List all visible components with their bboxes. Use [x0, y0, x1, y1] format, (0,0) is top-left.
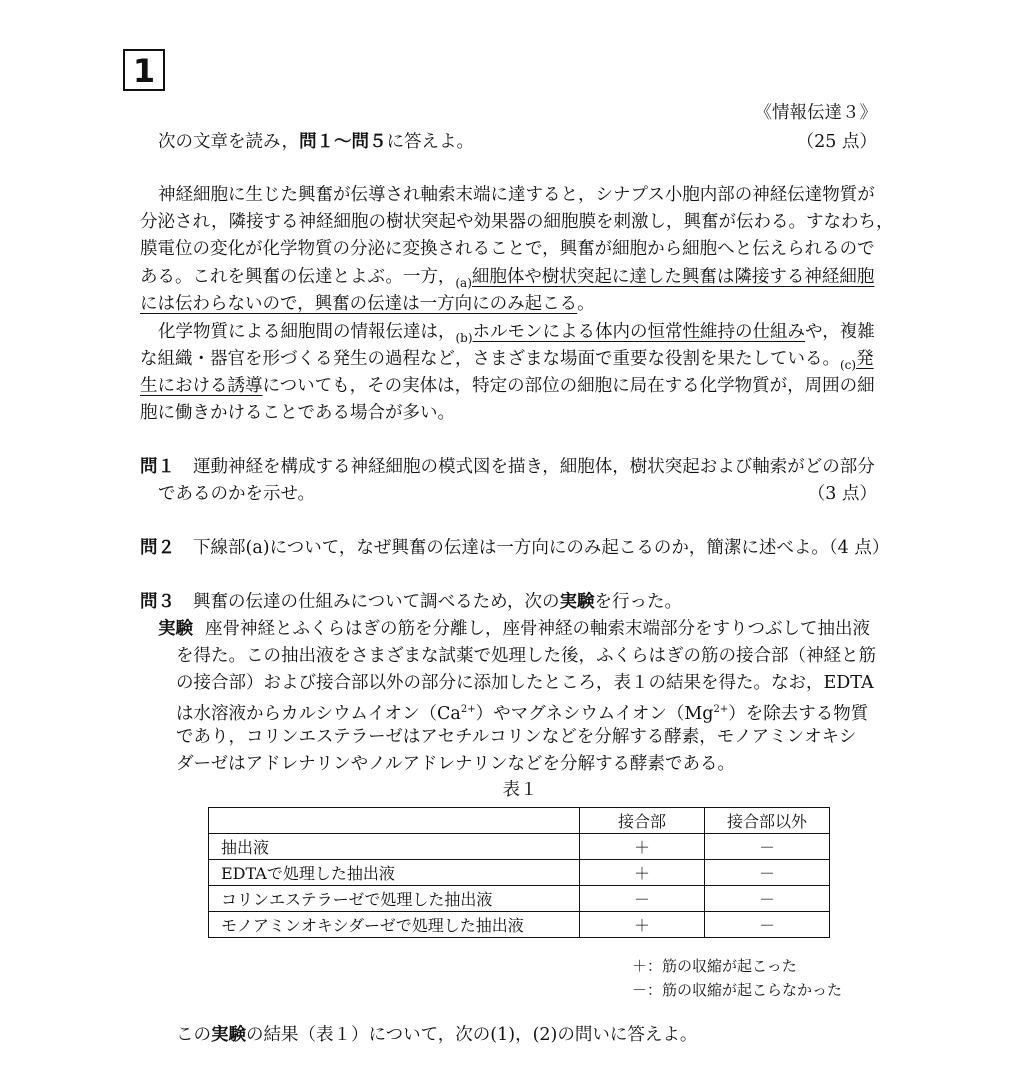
footer-a: この	[176, 1025, 211, 1045]
table-header-cell: 接合部	[580, 808, 705, 834]
experiment-e1: 座骨神経とふくらはぎの筋を分離し，座骨神経の軸索末端部分をすりつぶして抽出液	[205, 619, 870, 639]
table-header-cell: 接合部以外	[705, 808, 830, 834]
table-cell: －	[705, 834, 830, 860]
table-cell: －	[705, 860, 830, 886]
experiment-e4c: ）を除去する物質	[728, 703, 869, 724]
table-header-cell	[209, 808, 580, 834]
table-cell: ＋	[580, 834, 705, 860]
intro-bold: 問１～問５	[299, 132, 387, 152]
passage-line-6	[158, 320, 875, 345]
passage-line-1: 神経細胞に生じた興奮が伝導され軸索末端に達すると，シナプス小胞内部の神経伝達物質が	[158, 185, 875, 205]
table-cell: ＋	[580, 912, 705, 938]
intro-line	[158, 130, 474, 154]
table-cell: ＋	[580, 860, 705, 886]
footer-b: の結果（表１）について，次の(1)，(2)の問いに答えよ。	[246, 1025, 698, 1045]
table-cell: －	[580, 886, 705, 912]
table-row	[209, 886, 830, 912]
table-row	[209, 912, 830, 938]
underline-c-part1: 発	[856, 349, 874, 369]
underline-c-part2: 生における誘導	[140, 376, 263, 396]
q3-bold-word: 実験	[559, 592, 595, 612]
q2-line	[140, 536, 889, 560]
table-caption: 表１	[502, 780, 538, 800]
experiment-e4a: は水溶液からカルシウムイオン（Ca	[176, 703, 461, 724]
q1-label: 問１	[140, 457, 175, 477]
table-row	[209, 834, 830, 860]
table-cell: 抽出液	[209, 834, 580, 860]
passage-l7a: な組織・器官を形づくる発生の過程など，さまざまな場面で重要な役割を果たしている。	[140, 349, 840, 369]
q2-text: 下線部(a)について，なぜ興奮の伝達は一方向にのみ起こるのか，簡潔に述べよ。（4 点）	[193, 538, 890, 558]
passage-line-8	[140, 374, 875, 398]
q3-line	[140, 590, 682, 614]
passage-line-7	[140, 347, 874, 372]
underline-a-part1: 細胞体や樹状突起に達した興奮は隣接する神経細胞	[471, 267, 875, 287]
underline-a-part2: には伝わらないので，興奮の伝達は一方向にのみ起こる	[140, 294, 578, 314]
header-tag: 《情報伝達３》	[754, 103, 877, 123]
footer-bold: 実験	[211, 1025, 246, 1045]
mark-a: (a)	[455, 276, 472, 290]
experiment-line-5: であり，コリンエステラーゼはアセチルコリンなどを分解する酵素，モノアミンオキシ	[176, 727, 857, 747]
passage-l6a: 化学物質による細胞間の情報伝達は，	[158, 322, 456, 342]
passage-line-9: 胞に働きかけることである場合が多い。	[140, 403, 455, 423]
question-number-box: 1	[123, 49, 165, 91]
table-cell: EDTAで処理した抽出液	[209, 860, 580, 886]
intro-suffix: に答えよ。	[386, 132, 475, 152]
passage-l6b: や，複雑	[805, 322, 875, 342]
experiment-label: 実験	[158, 619, 193, 639]
table-row	[209, 860, 830, 886]
q1-text: 運動神経を構成する神経細胞の模式図を描き，細胞体，樹状突起および軸索がどの部分	[193, 457, 875, 477]
q1-line-2: であるのかを示せ。	[158, 484, 315, 504]
passage-line-3: 膜電位の変化が化学物質の分泌に変換されることで，興奮が細胞から細胞へと伝えられるので	[140, 239, 875, 259]
results-table	[208, 807, 830, 938]
table-cell: －	[705, 912, 830, 938]
experiment-line-1	[158, 617, 870, 641]
passage-l4a: ある。これを興奮の伝達とよぶ。一方，	[140, 267, 456, 287]
passage-line-5	[140, 292, 595, 316]
q3-text-end: を行った。	[594, 592, 682, 612]
ca-superscript: 2+	[460, 704, 476, 715]
intro-text: 次の文章を読み，	[158, 132, 300, 152]
experiment-line-4	[176, 698, 868, 726]
legend-minus: －：筋の収縮が起こらなかった	[632, 981, 843, 999]
q3-label: 問３	[140, 592, 175, 612]
footer-line	[176, 1023, 697, 1047]
underline-b: ホルモンによる体内の恒常性維持の仕組み	[472, 322, 806, 342]
passage-l5b: 。	[577, 294, 595, 314]
table-cell: モノアミンオキシダーゼで処理した抽出液	[209, 912, 580, 938]
mg-superscript: 2+	[713, 704, 729, 715]
mark-c: (c)	[840, 358, 857, 372]
table-header-row	[209, 808, 830, 834]
mark-b: (b)	[455, 331, 473, 345]
passage-l8b: についても，その実体は，特定の部位の細胞に局在する化学物質が，周囲の細	[262, 376, 875, 396]
q3-text: 興奮の伝達の仕組みについて調べるため，次の	[193, 592, 560, 612]
q1-line-1	[140, 455, 875, 479]
q1-points: （3 点）	[807, 484, 877, 504]
experiment-line-2: を得た。この抽出液をさまざまな試薬で処理した後，ふくらはぎの筋の接合部（神経と筋	[176, 646, 876, 666]
passage-line-2: 分泌され，隣接する神経細胞の樹状突起や効果器の細胞膜を刺激し，興奮が伝わる。すなわち，	[140, 212, 894, 232]
passage-line-4	[140, 265, 874, 290]
table-cell: コリンエステラーゼで処理した抽出液	[209, 886, 580, 912]
legend-plus: ＋：筋の収縮が起こった	[632, 957, 797, 975]
experiment-line-3: の接合部）および接合部以外の部分に添加したところ，表１の結果を得た。なお，EDTA	[176, 673, 874, 693]
table-cell: －	[705, 886, 830, 912]
q2-label: 問２	[140, 538, 175, 558]
intro-points: （25 点）	[796, 132, 877, 152]
experiment-e4b: ）やマグネシウムイオン（Mg	[475, 703, 714, 724]
experiment-line-6: ダーゼはアドレナリンやノルアドレナリンなどを分解する酵素である。	[176, 754, 735, 774]
